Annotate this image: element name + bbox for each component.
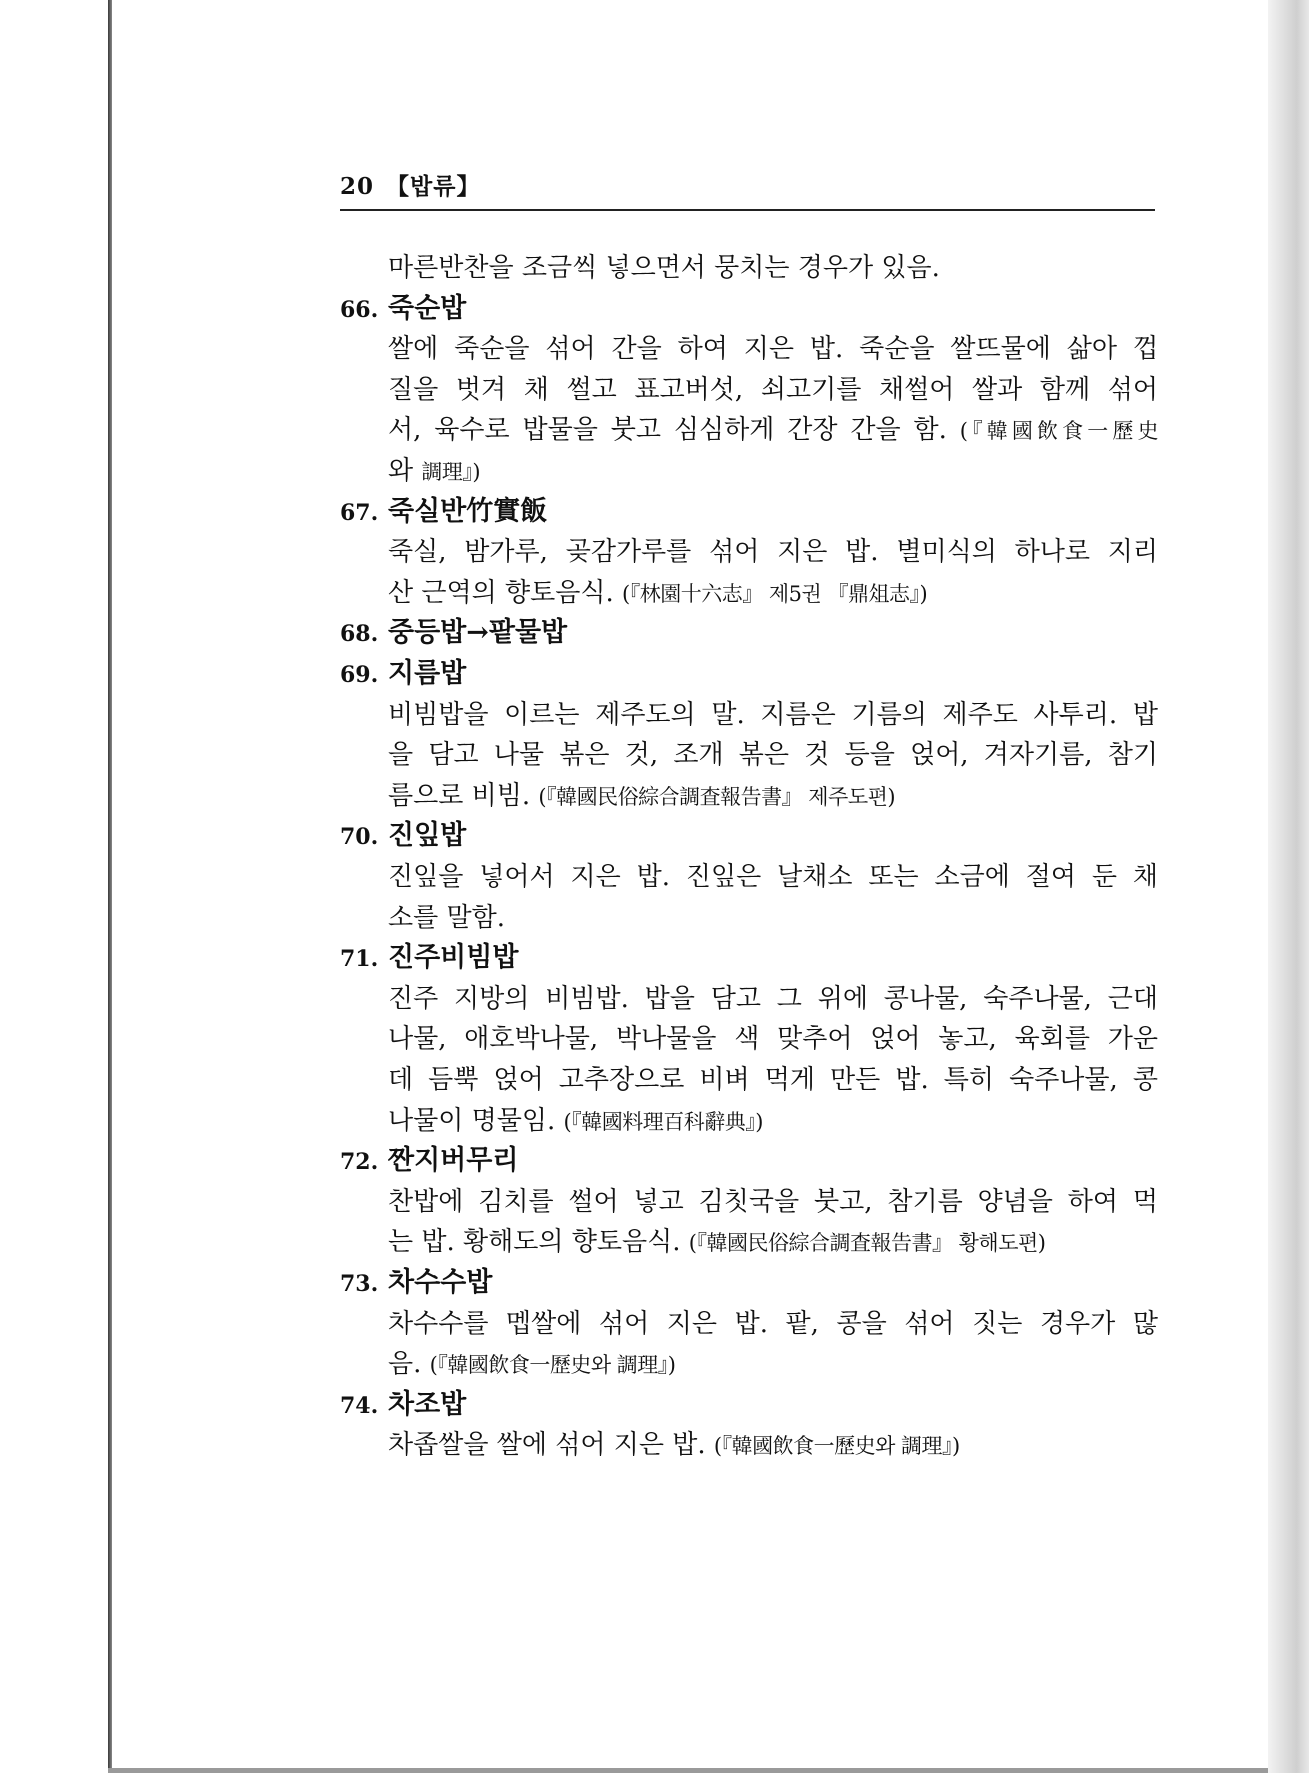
body-text: 진잎을 넣어서 지은 밥. 진잎은 날채소 또는 소금에 절여 둔 채 — [388, 862, 1158, 892]
running-head — [340, 168, 480, 204]
page-left-edge — [108, 0, 112, 1773]
body-text: 는 밥. 황해도의 향토음식. — [388, 1227, 681, 1258]
body-text-line — [388, 774, 1158, 818]
section-title: 【밥류】 — [386, 173, 481, 200]
body-text-line — [388, 855, 1158, 899]
body-text: 데 듬뿍 얹어 고추장으로 비벼 먹게 만든 밥. 특히 숙주나물, 콩 — [388, 1065, 1158, 1095]
entry-title: 진주비빔밥 — [388, 942, 519, 974]
source-citation: (『韓國民俗綜合調査報告書』 제주도편) — [538, 784, 896, 809]
body-text-line — [388, 530, 1158, 574]
entry-title: 지름밥 — [388, 658, 467, 689]
body-text: 와 — [388, 456, 414, 486]
entry-number: 66. — [340, 296, 379, 323]
entry-heading — [340, 287, 466, 331]
entry-number: 74. — [340, 1392, 379, 1419]
entry-title: 차조밥 — [388, 1388, 467, 1420]
entry-heading — [340, 652, 466, 696]
body-text: 차수수를 멥쌀에 섞어 지은 밥. 팥, 콩을 섞어 짓는 경우가 많 — [388, 1308, 1158, 1339]
body-text: 름으로 비빔. — [388, 780, 531, 811]
entry-heading — [340, 1383, 466, 1427]
source-citation: (『韓國料理百科辭典』) — [563, 1109, 763, 1134]
entry-number: 68. — [340, 621, 379, 648]
entry-title: 차수수밥 — [388, 1267, 493, 1298]
body-text-line — [388, 449, 1158, 493]
body-text-line — [388, 693, 1158, 737]
body-text-line — [388, 1017, 1158, 1061]
body-text-line — [388, 571, 1158, 615]
entry-title: 중등밥→팥물밥 — [388, 617, 568, 649]
body-text: 을 담고 나물 볶은 것, 조개 볶은 것 등을 얹어, 겨자기름, 참기 — [388, 740, 1158, 771]
body-text: 소를 말함. — [388, 902, 505, 933]
entry-number: 67. — [340, 499, 379, 526]
page-number: 20 — [340, 173, 375, 200]
body-text: 나물, 애호박나물, 박나물을 색 맞추어 얹어 놓고, 육회를 가운 — [388, 1024, 1158, 1055]
body-text: 차좁쌀을 쌀에 섞어 지은 밥. — [388, 1430, 706, 1461]
body-text-line — [388, 408, 1158, 452]
entry-heading — [340, 490, 547, 534]
entry-heading — [340, 611, 567, 655]
entry-number: 69. — [340, 662, 379, 688]
entry-heading — [340, 1139, 518, 1183]
source-citation: (『韓國飲食一歷史와 調理』) — [429, 1353, 676, 1378]
body-text-line — [388, 327, 1158, 371]
body-text: 죽실, 밤가루, 곶감가루를 섞어 지은 밥. 별미식의 하나로 지리 — [388, 537, 1158, 568]
page-bottom-edge — [108, 1768, 1268, 1773]
body-text-line — [388, 1342, 1158, 1386]
body-text: 질을 벗겨 채 썰고 표고버섯, 쇠고기를 채썰어 쌀과 함께 섞어 — [388, 374, 1158, 405]
entry-title: 죽실반竹實飯 — [388, 495, 548, 527]
body-text-line — [388, 1180, 1158, 1224]
body-text: 음. — [388, 1349, 422, 1380]
source-citation: (『韓國飲食一歷史와 調理』) — [713, 1434, 960, 1459]
body-text-line — [388, 1302, 1158, 1346]
body-text: 산 근역의 향토음식. — [388, 577, 614, 608]
entry-title: 짠지버무리 — [388, 1145, 519, 1177]
entry-number: 73. — [340, 1271, 379, 1297]
entry-number: 71. — [340, 946, 379, 973]
source-citation: (『林園十六志』 제5권 『鼎俎志』) — [622, 581, 928, 606]
body-text: 마른반찬을 조금씩 넣으면서 뭉치는 경우가 있음. — [388, 253, 940, 283]
source-citation: 調理』) — [421, 460, 481, 484]
body-text-line — [388, 1423, 1158, 1467]
entry-title: 죽순밥 — [388, 292, 467, 324]
body-text-line — [388, 1220, 1158, 1264]
body-text-line — [388, 896, 1158, 940]
body-text-line — [388, 1099, 1158, 1143]
body-text-line — [388, 977, 1158, 1021]
page-right-shadow — [1268, 0, 1309, 1773]
body-text: 찬밥에 김치를 썰어 넣고 김칫국을 붓고, 참기름 양념을 하여 먹 — [388, 1186, 1158, 1217]
body-text: 쌀에 죽순을 섞어 간을 하여 지은 밥. 죽순을 쌀뜨물에 삶아 껍 — [388, 334, 1158, 365]
body-text: 비빔밥을 이르는 제주도의 말. 지름은 기름의 제주도 사투리. 밥 — [388, 699, 1158, 730]
body-text-line — [388, 1058, 1158, 1102]
entry-heading — [340, 936, 518, 980]
entry-number: 72. — [340, 1149, 379, 1176]
header-rule — [340, 209, 1155, 211]
body-text: 나물이 명물임. — [388, 1105, 556, 1136]
entry-number: 70. — [340, 824, 379, 851]
body-text: 진주 지방의 비빔밥. 밥을 담고 그 위에 콩나물, 숙주나물, 근대 — [388, 983, 1158, 1014]
body-text-line — [388, 733, 1158, 777]
entry-heading — [340, 814, 466, 858]
source-citation: (『韓國民俗綜合調査報告書』 황해도편) — [688, 1231, 1046, 1256]
body-text: 서, 육수로 밥물을 붓고 심심하게 간장 간을 함. — [388, 415, 947, 446]
body-text-line — [388, 368, 1158, 412]
source-citation: (『韓國飲食一歷史 — [959, 419, 1158, 444]
entry-title: 진잎밥 — [388, 820, 467, 852]
body-text-line — [388, 246, 1158, 290]
entry-heading — [340, 1261, 492, 1305]
